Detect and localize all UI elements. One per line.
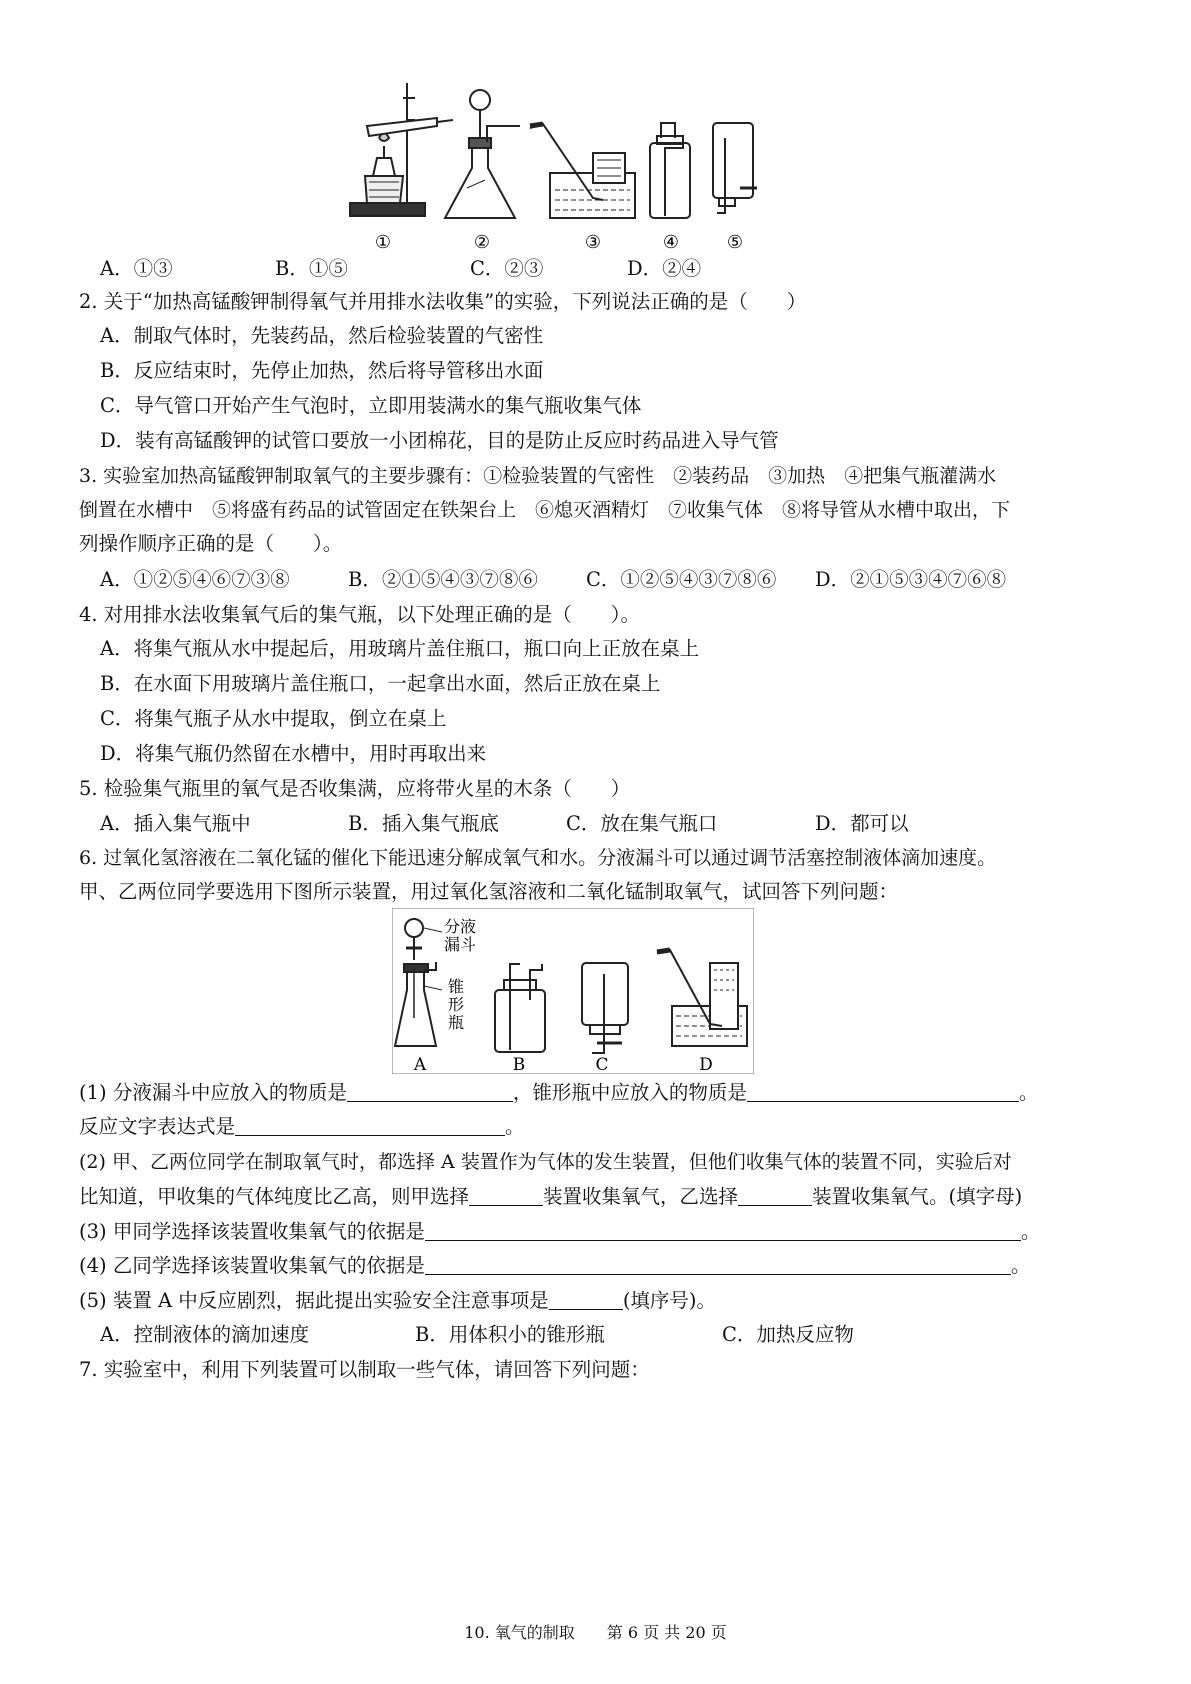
q6-part4-period: 。	[1010, 1254, 1031, 1277]
q1-apparatus-figure	[345, 78, 815, 260]
q6-funnel-label-1: 分液	[444, 917, 477, 936]
q1-figure-label-1: ①	[374, 232, 392, 253]
page-footer: 10. 氧气的制取 第 6 页 共 20 页	[464, 1623, 727, 1642]
q2-stem: 2. 关于“加热高锰酸钾制得氧气并用排水法收集”的实验，下列说法正确的是（ ）	[79, 290, 807, 313]
q1-figure-label-3: ③	[584, 232, 602, 253]
q6-part5-option-a: A．控制液体的滴加速度	[100, 1323, 310, 1346]
q3-stem-line-2: 倒置在水槽中 ⑤将盛有药品的试管固定在铁架台上 ⑥熄灭酒精灯 ⑦收集气体 ⑧将导管从水槽中取出，下	[79, 499, 1011, 521]
q6-part2-line2	[79, 1184, 1022, 1210]
q4-stem: 4. 对用排水法收集氧气后的集气瓶，以下处理正确的是（ ）。	[79, 603, 641, 626]
q6-part1-equation-label: 反应文字表达式是	[79, 1115, 236, 1138]
q3-option-a: A．①②⑤④⑥⑦③⑧	[100, 568, 290, 591]
q4-option-b: B．在水面下用玻璃片盖住瓶口，一起拿出水面，然后正放在桌上	[100, 672, 661, 695]
q6-yi-device-blank[interactable]	[738, 1185, 812, 1206]
q6-part1-label: (1) 分液漏斗中应放入的物质是	[79, 1081, 347, 1104]
q6-funnel-label-2: 漏斗	[444, 935, 477, 954]
q5-option-a: A．插入集气瓶中	[100, 812, 251, 835]
q1-figure-label-4: ④	[662, 232, 680, 253]
q6-part2-text-b: 装置收集氧气，乙选择	[543, 1185, 739, 1208]
q6-flask-label-2: 形	[448, 995, 465, 1014]
q6-jia-basis-blank[interactable]	[425, 1220, 1021, 1241]
q6-equation-blank[interactable]	[235, 1115, 505, 1136]
q6-part4-line	[79, 1253, 1030, 1279]
q6-part5-option-b: B．用体积小的锥形瓶	[415, 1323, 605, 1346]
q6-stem-line-2: 甲、乙两位同学要选用下图所示装置，用过氧化氢溶液和二氧化锰制取氧气，试回答下列问题：	[79, 880, 899, 903]
q6-part2-line1: (2) 甲、乙两位同学在制取氧气时，都选择 A 装置作为气体的发生装置，但他们收集气体的装置不同，实验后对	[79, 1151, 1012, 1173]
q2-option-c: C．导气管口开始产生气泡时，立即用装满水的集气瓶收集气体	[100, 394, 642, 417]
q4-option-d: D．将集气瓶仍然留在水槽中，用时再取出来	[100, 742, 487, 765]
q4-option-a: A．将集气瓶从水中提起后，用玻璃片盖住瓶口，瓶口向上正放在桌上	[100, 637, 700, 660]
q6-part5-label: (5) 装置 A 中反应剧烈，据此提出实验安全注意事项是	[79, 1289, 549, 1312]
q6-part3-label: (3) 甲同学选择该装置收集氧气的依据是	[79, 1220, 425, 1243]
q6-yi-basis-blank[interactable]	[425, 1254, 1011, 1275]
q2-option-b: B．反应结束时，先停止加热，然后将导管移出水面	[100, 359, 544, 382]
q6-part1-line2	[79, 1114, 525, 1140]
q3-option-b: B．②①⑤④③⑦⑧⑥	[348, 568, 538, 591]
q6-part1-line1	[79, 1080, 1038, 1106]
q6-part3-period: 。	[1020, 1220, 1041, 1243]
q6-jia-device-blank[interactable]	[469, 1185, 543, 1206]
q6-part1-period: 。	[1018, 1081, 1039, 1104]
q6-figure-label-a: A	[413, 1055, 427, 1074]
q5-option-c: C．放在集气瓶口	[566, 812, 718, 835]
q6-part1-flask-label: ，锥形瓶中应放入的物质是	[512, 1081, 747, 1104]
q2-option-d: D．装有高锰酸钾的试管口要放一小团棉花，目的是防止反应时药品进入导气管	[100, 429, 779, 452]
q6-part5-line	[79, 1288, 716, 1314]
q1-option-a: A．①③	[100, 257, 173, 280]
q6-stem-line-1: 6. 过氧化氢溶液在二氧化锰的催化下能迅速分解成氧气和水。分液漏斗可以通过调节活塞控制液体滴加速度。	[79, 847, 997, 869]
q3-option-d: D．②①⑤③④⑦⑥⑧	[815, 568, 1007, 591]
q6-part2-text-c: 装置收集氧气。(填字母)	[812, 1185, 1023, 1208]
q1-option-c: C．②③	[470, 257, 544, 280]
q6-flask-label-3: 瓶	[448, 1013, 465, 1032]
q3-stem-line-3: 列操作顺序正确的是（ ）。	[79, 532, 343, 555]
q7-stem: 7. 实验室中，利用下列装置可以制取一些气体，请回答下列问题：	[79, 1358, 650, 1381]
q5-option-b: B．插入集气瓶底	[348, 812, 499, 835]
q6-flask-label-1: 锥	[448, 977, 465, 996]
q5-option-d: D．都可以	[815, 812, 909, 835]
q5-stem: 5. 检验集气瓶里的氧气是否收集满，应将带火星的木条（ ）	[79, 777, 631, 800]
q6-funnel-substance-blank[interactable]	[347, 1081, 513, 1102]
q6-part2-text-a: 比知道，甲收集的气体纯度比乙高，则甲选择	[79, 1185, 470, 1208]
q3-stem-line-1: 3. 实验室加热高锰酸钾制取氧气的主要步骤有：①检验装置的气密性 ②装药品 ③加热 ④把集气瓶灌满水	[79, 465, 997, 487]
q3-option-c: C．①②⑤④③⑦⑧⑥	[586, 568, 777, 591]
q4-option-c: C．将集气瓶子从水中提取，倒立在桌上	[100, 707, 447, 730]
q6-apparatus-figure	[392, 908, 754, 1074]
q6-safety-blank[interactable]	[549, 1289, 623, 1310]
q1-figure-label-2: ②	[473, 232, 491, 253]
q6-flask-substance-blank[interactable]	[747, 1081, 1019, 1102]
q1-option-b: B．①⑤	[275, 257, 348, 280]
q6-part4-label: (4) 乙同学选择该装置收集氧气的依据是	[79, 1254, 425, 1277]
q6-part3-line	[79, 1219, 1040, 1245]
q2-option-a: A．制取气体时，先装药品，然后检验装置的气密性	[100, 324, 544, 347]
q6-figure-label-d: D	[699, 1055, 713, 1074]
q6-part1-equation-period: 。	[505, 1115, 525, 1138]
q6-figure-label-c: C	[595, 1055, 609, 1074]
q1-option-d: D．②④	[627, 257, 702, 280]
q1-figure-label-5: ⑤	[726, 232, 744, 253]
q6-part5-suffix: (填序号)。	[622, 1289, 717, 1312]
q6-figure-label-b: B	[512, 1055, 526, 1074]
q6-part5-option-c: C．加热反应物	[722, 1323, 854, 1346]
